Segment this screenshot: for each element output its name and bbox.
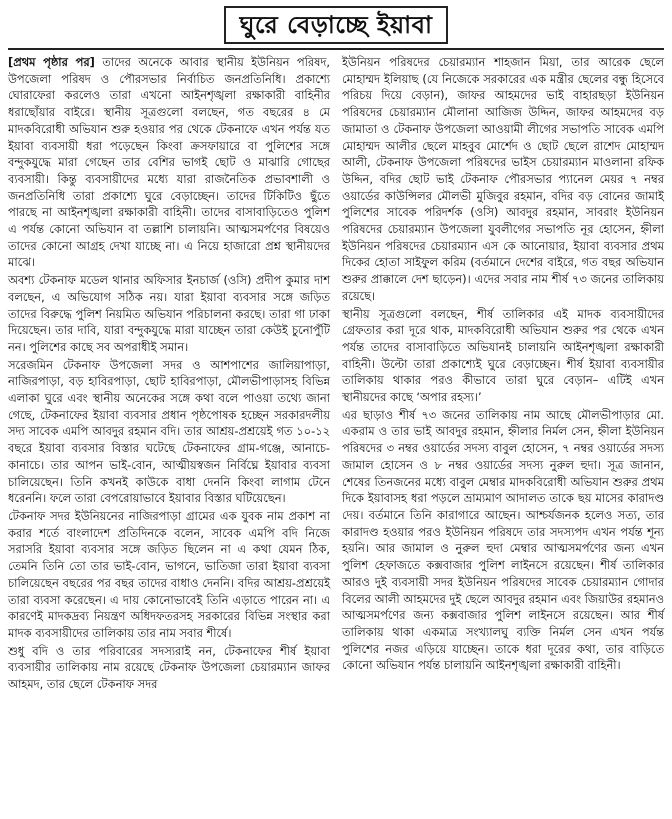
paragraph: সরেজমিন টেকনাফ উপজেলা সদর ও আশপাশের জালিয়াপাড়া, নাজিরপাড়া, বড় হাবিরপাড়া, ছোট হাবিরপাড়া, মৌলভীপাড়াসহ বিভিন্ন এলাকা ঘুরে এবং স্থানীয় অনেকের সঙ্গে কথা বলে পাওয়া তথ্যে জানা গেছে, টেকনাফের ইয়াবা ব্যবসার প্রধান পৃষ্ঠপোষক হচ্ছেন সরকারদলীয় সদ্য সাবেক এমপি আবদুর রহমান বদি। তার আশ্রয়-প্রশ্রয়েই গত ১০-১২ বছরে ইয়াবা ব্যবসার বিস্তার ঘটেছে টেকনাফের গ্রাম-গঞ্জে, আনাচে-কানাচে। তার আপন ভাই-বোন, আত্মীয়স্বজন নির্বিঘ্নে ইয়াবার ব্যবসা চালিয়েছেন। তিনি কখনই কাউকে বাধা দেননি কিংবা লাগাম টেনে ধরেননি। ফলে তারা বেপরোয়াভাবে ইয়াবার বিস্তার ঘটিয়েছেন। xyxy=(8,357,330,506)
article-headline: ঘুরে বেড়াচ্ছে ইয়াবা xyxy=(224,6,449,44)
paragraph: শুধু বদি ও তার পরিবারের সদস্যরাই নন, টেকনাফের শীর্ষ ইয়াবা ব্যবসায়ীর তালিকায় নাম রয়েছে টেকনাফ উপজেলা চেয়ারম্যান জাফর আহমদ, তার ছেলে টেকনাফ সদর xyxy=(8,643,330,692)
paragraph: টেকনাফ সদর ইউনিয়নের নাজিরপাড়া গ্রামের এক যুবক নাম প্রকাশ না করার শর্তে বাংলাদেশ প্রতিদিনকে বলেন, সাবেক এমপি বদি নিজে সরাসরি ইয়াবা ব্যবসার সঙ্গে জড়িত ছিলেন না এ কথা যেমন ঠিক, তেমনি তিনি তো তার ভাই-বোন, ভাগনে, ভাতিজা তারা ইয়াবা ব্যবসা চালিয়েছেন বছরের পর বছর তাদের বাধাও দেননি। বদির আশ্রয়-প্রশ্রয়েই তারা ব্যবসা করেছেন। এ দায় কোনোভাবেই তিনি এড়াতে পারেন না। এ কারণেই মাদকদ্রব্য নিয়ন্ত্রণ অধিদফতরসহ সরকারের বিভিন্ন সংস্থার করা মাদক ব্যবসায়ীদের তালিকায় তার নাম সবার শীর্ষে। xyxy=(8,508,330,640)
paragraph: স্থানীয় সূত্রগুলো বলছেন, শীর্ষ তালিকার এই মাদক ব্যবসায়ীদের গ্রেফতার করা দূরে থাক, মাদকবিরোধী অভিযান শুরুর পর থেকে এখন পর্যন্ত তাদের বাসাবাড়িতে অভিযানই চালায়নি আইনশৃঙ্খলা রক্ষাকারী বাহিনী। উল্টো তারা প্রকাশ্যেই ঘুরে বেড়াচ্ছেন। শীর্ষ ইয়াবা ব্যবসায়ীর তালিকায় থাকার পরও কীভাবে তারা ঘুরে বেড়ান– এটিই এখন স্থানীয়দের কাছে ‘অপার রহস্য।’ xyxy=(342,306,664,405)
headline-box xyxy=(8,6,664,44)
paragraph: অবশ্য টেকনাফ মডেল থানার অফিসার ইনচার্জ (ওসি) প্রদীপ কুমার দাশ বলছেন, এ অভিযোগ সঠিক নয়। যারা ইয়াবা ব্যবসার সঙ্গে জড়িত তাদের বিরুদ্ধে পুলিশ নিয়মিত অভিযান পরিচালনা করছে। তারা গা ঢাকা দিয়েছেন। তার দাবি, যারা বন্দুকযুদ্ধে মারা যাচ্ছেন তারা কেউই চুনোপুঁটি নন। পুলিশের কাছে সব অপরাধীই সমান। xyxy=(8,273,330,354)
paragraph: এর ছাড়াও শীর্ষ ৭৩ জনের তালিকায় নাম আছে মৌলভীপাড়ার মো. একরাম ও তার ভাই আবদুর রহমান, হ্নীলার নির্মল সেন, হ্নীলা ইউনিয়ন পরিষদের ৩ নম্বর ওয়ার্ডের সদস্য বাবুল হোসেন, ৭ নম্বর ওয়ার্ডের সদস্য জামাল হোসেন ও ৮ নম্বর ওয়ার্ডের সদস্য নুরুল হুদা। সূত্র জানান, শেষের তিনজনের মধ্যে বাবুল মেম্বার মাদকবিরোধী অভিযান শুরুর প্রথম দিকে ইয়াবাসহ ধরা পড়লে ভ্রাম্যমাণ আদালত তাকে ছয় মাসের কারাদণ্ড দেয়। বর্তমানে তিনি কারাগারে আছেন। আশ্চর্যজনক হলেও সত্য, তার কারাদণ্ড হওয়ার পরও ইউনিয়ন পরিষদে তার সদস্যপদ এখন পর্যন্ত শূন্য হয়নি। আর জামাল ও নুরুল হুদা মেম্বার আত্মসমর্পণের জন্য এখন পুলিশ হেফাজতে কক্সবাজার পুলিশ লাইনসে রয়েছেন। শীর্ষ তালিকার আরও দুই ব্যবসায়ী সদর ইউনিয়ন পরিষদের সাবেক চেয়ারম্যান গোদার বিলের আলী আহমদের দুই ছেলে আবদুর রহমান এবং জিয়াউর রহমানও আত্মসমর্পণের জন্য কক্সবাজার পুলিশ লাইনসে রয়েছেন। আর শীর্ষ তালিকায় থাকা একমাত্র সংখ্যালঘু ব্যক্তি নির্মল সেন এখন পর্যন্ত পুলিশের নজর এড়িয়ে যাচ্ছেন। তাকে ধরা দূরের কথা, তার বাড়িতে কোনো অভিযান পর্যন্ত চালায়নি আইনশৃঙ্খলা রক্ষাকারী বাহিনী। xyxy=(342,407,664,673)
continued-from-tag: [প্রথম পৃষ্ঠার পর] xyxy=(8,55,95,69)
headline-rule xyxy=(8,48,664,50)
article-column-right xyxy=(342,54,664,694)
paragraph: ইউনিয়ন পরিষদের চেয়ারম্যান শাহজান মিয়া, তার আরেক ছেলে মোহাম্মদ ইলিয়াছ (যে নিজেকে সরকারের এক মন্ত্রীর ছেলের বন্ধু হিসেবে পরিচয় দিয়ে বেড়ান), জাফর আহমদের ভাই বাহারছড়া ইউনিয়ন পরিষদের চেয়ারম্যান মৌলানা আজিজ উদ্দিন, জাফর আহমদের বড় জামাতা ও টেকনাফ উপজেলা আওয়ামী লীগের সভাপতি সাবেক এমপি মোহাম্মদ আলীর ছেলে মাহবুব মোর্শেদ ও ছোট ছেলে রাশেদ মোহাম্মদ আলী, টেকনাফ উপজেলা পরিষদের ভাইস চেয়ারম্যান মাওলানা রফিক উদ্দিন, বদির ছোট ভাই টেকনাফ পৌরসভার প্যানেল মেয়র ৭ নম্বর ওয়ার্ডের কাউন্সিলর মৌলভী মুজিবুর রহমান, বদির বড় বোনের জামাই পুলিশের সাবেক পরিদর্শক (ওসি) আবদুর রহমান, সাবরাং ইউনিয়ন পরিষদের চেয়ারম্যান উপজেলা যুবলীগের সভাপতি নূর হোসেন, হ্নীলা ইউনিয়ন পরিষদের চেয়ারম্যান এস কে আনোয়ার, ইয়াবা ব্যবসার প্রথম দিকের হোতা সাইফুল করিম (বর্তমানে দেশের বাইরে, গত বছর অভিযান শুরুর প্রাক্কালে দেশ ছাড়েন)। এদের সবার নাম শীর্ষ ৭৩ জনের তালিকায় রয়েছে। xyxy=(342,55,664,303)
paragraph-text: তাদের অনেকে আবার স্থানীয় ইউনিয়ন পরিষদ, উপজেলা পরিষদ ও পৌরসভার নির্বাচিত জনপ্রতিনিধি। প্রকাশ্যে ঘোরাফেরা করলেও তারা এখনো আইনশৃঙ্খলা রক্ষাকারী বাহিনীর ধরাছোঁয়ার বাইরে। স্থানীয় সূত্রগুলো বলছেন, গত বছরের ৪ মে মাদকবিরোধী অভিযান শুরু হওয়ার পর থেকে টেকনাফে এখন পর্যন্ত যত ইয়াবা ব্যবসায়ী ধরা পড়েছেন কিংবা ক্রসফায়ারে বা পুলিশের সঙ্গে বন্দুকযুদ্ধে মারা গেছেন তার বেশির ভাগই ছোট ও মাঝারি গোছের ব্যবসায়ী। কিন্তু ব্যবসায়ীদের মধ্যে যারা রাজনৈতিক প্রভাবশালী ও জনপ্রতিনিধি তারা প্রকাশ্যে ঘুরে বেড়াচ্ছেন। তাদের টিকিটিও ছুঁতে পারছে না আইনশৃঙ্খলা রক্ষাকারী বাহিনী। তাদের বাসাবাড়িতেও পুলিশ এ পর্যন্ত কোনো অভিযান বা তল্লাশি চালায়নি। আত্মসমর্পণের বিষয়েও তাদের কোনো আগ্রহ দেখা যাচ্ছে না। এ নিয়ে হাজারো প্রশ্ন স্থানীয়দের মাঝে। xyxy=(8,55,330,270)
article-column-left xyxy=(8,54,330,694)
article-columns xyxy=(8,54,664,694)
paragraph xyxy=(8,54,330,271)
